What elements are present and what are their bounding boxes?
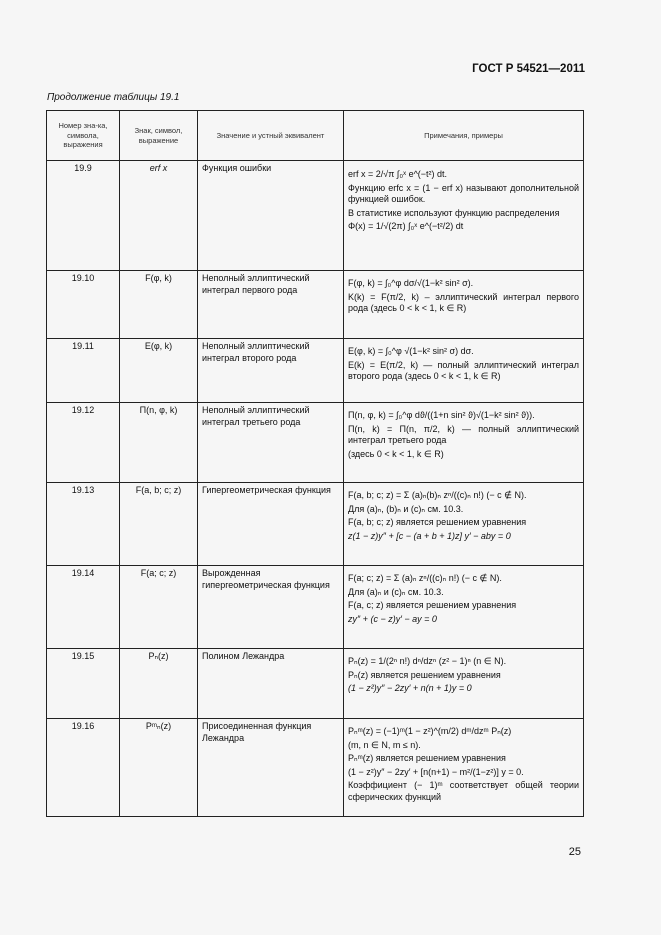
row-meaning: Неполный эллиптический интеграл второго рода — [198, 339, 344, 403]
row-number: 19.10 — [47, 271, 120, 339]
row-notes — [344, 161, 584, 271]
note-text: В статистике используют функцию распределения — [348, 207, 560, 218]
standard-header: ГОСТ Р 54521—2011 — [472, 63, 585, 75]
table-row — [47, 649, 584, 719]
row-meaning: Полином Лежандра — [198, 649, 344, 719]
table-row — [47, 483, 584, 566]
table-header-row — [47, 111, 584, 161]
note-text: Коэффициент (− 1)ᵐ соответствует общей теории сферических функций — [348, 780, 579, 802]
table-row — [47, 566, 584, 649]
col-header-symbol: Знак, символ, выражение — [120, 111, 198, 161]
table-caption: Продолжение таблицы 19.1 — [47, 92, 180, 103]
note-text: Для (a)ₙ, (b)ₙ и (c)ₙ см. 10.3. — [348, 503, 464, 514]
note-text: (здесь 0 < k < 1, k ∈ R) — [348, 448, 444, 459]
note-text: Для (a)ₙ и (c)ₙ см. 10.3. — [348, 586, 444, 597]
row-notes — [344, 566, 584, 649]
note-text: F(a, c; z) является решением уравнения — [348, 600, 517, 610]
col-header-meaning: Значение и устный эквивалент — [198, 111, 344, 161]
formula: zy″ + (c − z)y′ − ay = 0 — [348, 613, 437, 624]
page-number: 25 — [568, 846, 581, 858]
row-notes — [344, 403, 584, 483]
note-text: E(k) = E(π/2, k) — полный эллиптический интеграл второго рода (здесь 0 < k < 1, k ∈ R) — [348, 359, 579, 381]
note-text: Функцию erfc x = (1 − erf x) называют дополнительной функцией ошибок. — [348, 182, 579, 204]
row-notes — [344, 271, 584, 339]
row-meaning: Присоединенная функция Лежандра — [198, 719, 344, 817]
formula: F(a; c; z) = Σ (a)ₙ zⁿ/((c)ₙ n!) (− c ∉ N). — [348, 573, 502, 583]
row-symbol: Pᵐₙ(z) — [120, 719, 198, 817]
formula: F(a, b; c; z) = Σ (a)ₙ(b)ₙ zⁿ/((c)ₙ n!) (− c ∉ N). — [348, 490, 527, 500]
note-text: Pₙᵐ(z) является решением уравнения — [348, 753, 506, 763]
table-row — [47, 339, 584, 403]
row-number: 19.11 — [47, 339, 120, 403]
note-text: F(a, b; c; z) является решением уравнения — [348, 517, 527, 527]
formula: Φ(x) = 1/√(2π) ∫₀ˣ e^(−t²/2) dt — [348, 221, 464, 231]
row-meaning: Вырожденная гипергеометрическая функция — [198, 566, 344, 649]
row-symbol: Pₙ(z) — [120, 649, 198, 719]
note-text: Pₙ(z) является решением уравнения — [348, 669, 501, 680]
row-number: 19.13 — [47, 483, 120, 566]
table-row — [47, 719, 584, 817]
row-notes — [344, 719, 584, 817]
row-notes — [344, 339, 584, 403]
formula: erf x = 2/√π ∫₀ˣ e^(−t²) dt. — [348, 169, 448, 179]
col-header-notes: Примечания, примеры — [344, 111, 584, 161]
row-symbol: erf x — [120, 161, 198, 271]
row-notes — [344, 483, 584, 566]
formula: Pₙᵐ(z) = (−1)ᵐ(1 − z²)^(m/2) dᵐ/dzᵐ Pₙ(z) — [348, 726, 512, 736]
row-symbol: E(φ, k) — [120, 339, 198, 403]
col-header-number: Номер зна-ка, символа, выражения — [47, 111, 120, 161]
note-text: K(k) = F(π/2, k) – эллиптический интеграл первого рода (здесь 0 < k < 1, k ∈ R) — [348, 291, 579, 313]
formula: (1 − z²)y″ − 2zy′ + [n(n+1) − m²/(1−z²)] y = 0. — [348, 766, 524, 777]
row-number: 19.12 — [47, 403, 120, 483]
row-meaning: Неполный эллиптический интеграл первого рода — [198, 271, 344, 339]
table-row — [47, 161, 584, 271]
row-number: 19.9 — [47, 161, 120, 271]
symbols-table — [46, 110, 584, 817]
row-number: 19.14 — [47, 566, 120, 649]
note-text: Π(n, k) = Π(n, π/2, k) — полный эллиптический интеграл третьего рода — [348, 423, 579, 445]
formula: Pₙ(z) = 1/(2ⁿ n!) dⁿ/dzⁿ (z² − 1)ⁿ (n ∈ N). — [348, 656, 507, 666]
formula: Π(n, φ, k) = ∫₀^φ dϑ/((1+n sin² ϑ)√(1−k² sin² ϑ)). — [348, 410, 535, 420]
formula: E(φ, k) = ∫₀^φ √(1−k² sin² σ) dσ. — [348, 346, 474, 356]
table-row — [47, 271, 584, 339]
row-symbol: F(a; c; z) — [120, 566, 198, 649]
formula: (1 − z²)y″ − 2zy′ + n(n + 1)y = 0 — [348, 683, 472, 693]
note-text: (m, n ∈ N, m ≤ n). — [348, 739, 421, 750]
table-row — [47, 403, 584, 483]
row-meaning: Функция ошибки — [198, 161, 344, 271]
formula: F(φ, k) = ∫₀^φ dσ/√(1−k² sin² σ). — [348, 278, 474, 288]
row-number: 19.16 — [47, 719, 120, 817]
row-notes — [344, 649, 584, 719]
formula: z(1 − z)y″ + [c − (a + b + 1)z] y′ − aby = 0 — [348, 530, 511, 541]
row-meaning: Неполный эллиптический интеграл третьего рода — [198, 403, 344, 483]
row-number: 19.15 — [47, 649, 120, 719]
row-symbol: F(a, b; c; z) — [120, 483, 198, 566]
row-symbol: Π(n, φ, k) — [120, 403, 198, 483]
row-meaning: Гипергеометрическая функция — [198, 483, 344, 566]
row-symbol: F(φ, k) — [120, 271, 198, 339]
